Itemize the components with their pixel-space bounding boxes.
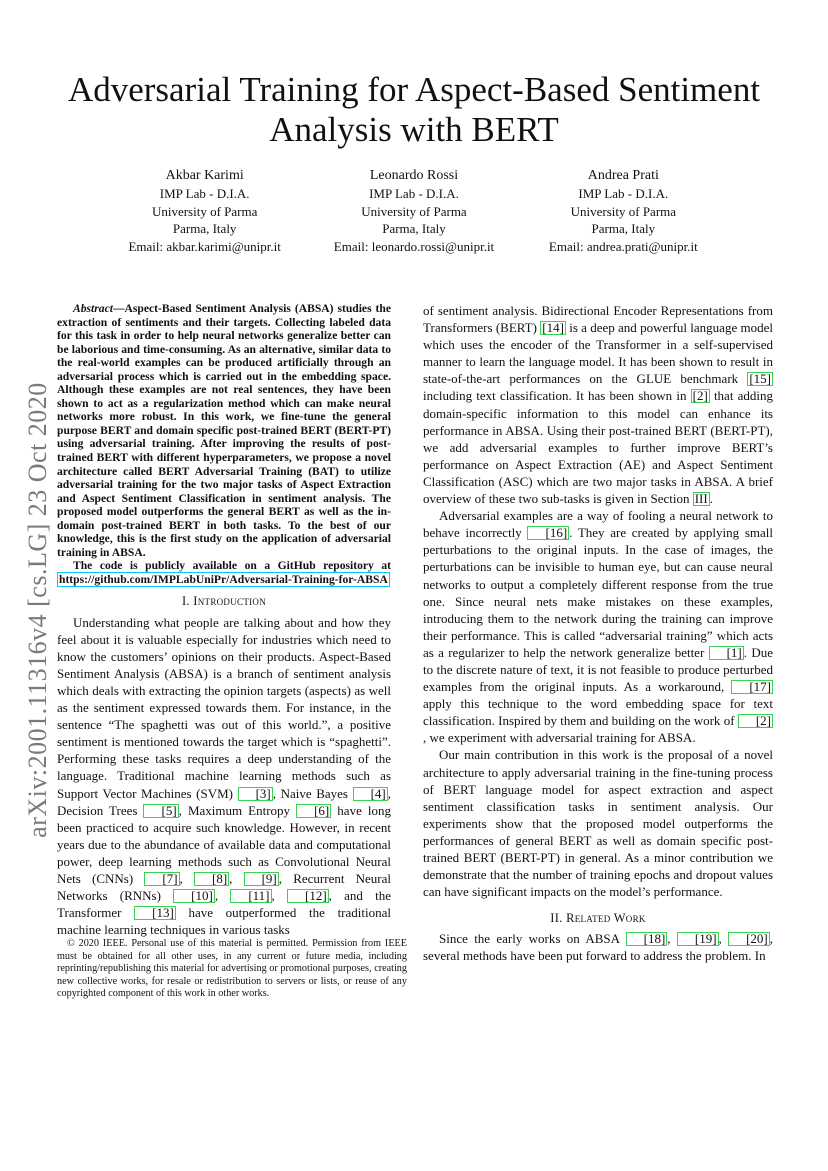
text-run: , Decision Trees bbox=[57, 785, 392, 818]
citation-link[interactable]: [7] bbox=[144, 872, 179, 886]
body-paragraph: Our main contribution in this work is the proposal of a novel architecture to apply adversarial training in the fine-tuning process of BERT language model for aspect extraction and aspect sentiment classification tasks in sentiment analysis. Our experiments show that the proposed model outperforms the performances of general BERT as well as domain specific post-trained BERT (BERT-PT) in general. As a minor contribution we demonstrate that the number of training epochs and dropout values can have significant impacts on the model’s performance. bbox=[423, 747, 773, 900]
author-1 bbox=[100, 167, 309, 255]
author-university: University of Parma bbox=[361, 203, 467, 219]
text-run: , bbox=[214, 888, 231, 904]
author-location: Parma, Italy bbox=[591, 221, 656, 237]
author-email: Email: andrea.prati@unipr.it bbox=[548, 238, 698, 254]
citation-link[interactable]: [14] bbox=[542, 320, 564, 336]
arxiv-identifier-stamp bbox=[22, 360, 54, 860]
text-run: , bbox=[667, 931, 677, 947]
text-run: is a deep and powerful language model which uses the encoder of the Transformer in a self-supervised manner to learn the language model. It has been shown to result in state-of-the-art performances on the GLUE benchmark bbox=[423, 320, 773, 387]
author-university: University of Parma bbox=[570, 203, 677, 219]
text-run: . They are created by applying small perturbations to the original inputs. In the case of images, the perturbations can be invisible to human eye, but can cause neural networks to output a completely different response from the true one. Since neural nets make mistakes on these examples, introducing them to the network during the training can improve their performance. This is called “adversarial training” which acts as a regularizer to help the network generalize better bbox=[423, 525, 773, 660]
right-column bbox=[423, 302, 773, 965]
text-run: , Naive Bayes bbox=[272, 785, 353, 801]
section-heading-introduction: I. Introduction bbox=[181, 594, 267, 609]
section-link[interactable]: III bbox=[694, 491, 708, 507]
arxiv-stamp-text: arXiv:2001.11316v4 [cs.LG] 23 Oct 2020 bbox=[23, 382, 53, 838]
author-location: Parma, Italy bbox=[382, 221, 446, 237]
author-lab: IMP Lab - D.I.A. bbox=[369, 186, 459, 202]
text-run: Understanding what people are talking about and how they feel about it is valuable especially for industries which need to know the customers’ opinions on their products. Aspect-Based Sentiment Analysis (ABSA) is a branch of sentiment analysis which deals with extracting the opinion targets (aspects) as well as the sentiment expressed towards them. For instance, in the sentence “The spaghetti was out of this world.”, a positive sentiment is mentioned towards the target which is “spaghetti”. Performing these tasks requires a deep understanding of the language. Traditional machine learning methods such as Support Vector Machines (SVM) bbox=[57, 614, 391, 801]
code-note-text: The code is publicly available on a GitHub repository at bbox=[73, 559, 391, 573]
text-run: have outperformed the traditional machine learning techniques in various tasks bbox=[57, 905, 391, 938]
text-run: have long been practiced to acquire such knowledge. However, in recent years due to the abundance of available data and computational power, deep learning methods such as Convolutional Neural Nets (CNNs) bbox=[57, 802, 392, 886]
author-email: Email: akbar.karimi@unipr.it bbox=[128, 238, 281, 254]
body-paragraph bbox=[423, 507, 773, 746]
text-run: , bbox=[229, 870, 244, 886]
text-run: , Recurrent Neural Networks (RNNs) bbox=[57, 870, 392, 904]
citation-link[interactable]: [8] bbox=[194, 872, 229, 886]
text-run: apply this technique to the word embedding space for text classification. Inspired by them and building on the work of bbox=[423, 696, 773, 729]
section-heading-related-work: II. Related Work bbox=[550, 911, 646, 926]
text-run: . Due to the discrete nature of text, it is not feasible to produce perturbed examples from the original inputs. As a workaround, bbox=[423, 644, 773, 695]
author-email: Email: leonardo.rossi@unipr.it bbox=[333, 238, 495, 254]
abstract-text: —Aspect-Based Sentiment Analysis (ABSA) studies the extraction of sentiments and their targets. Collecting labeled data for this task in order to help neural networks generalize better can be laborious and time-consuming. As an alternative, similar data to the real-world examples can be produced artificially through an adversarial process which is carried out in the embedding space. Although these examples are not real sentences, they have been shown to act as a regularization method which can make neural networks more robust. In this work, we fine-tune the general purpose BERT and domain specific post-trained BERT (BERT-PT) using adversarial training. After improving the results of post-trained BERT with different hyperparameters, we propose a novel architecture called BERT Adversarial Training (BAT) to utilize adversarial training for the two major tasks of Aspect Extraction and Aspect Sentiment Classification in sentiment analysis. The proposed model outperforms the general BERT as well as the in-domain post-trained BERT in both tasks. To the best of our knowledge, this is the first study on the application of adversarial training in ABSA. bbox=[57, 302, 391, 559]
text-run: . bbox=[709, 491, 713, 507]
paper-title: Adversarial Training for Aspect-Based Sentiment Analysis with BERT bbox=[67, 70, 761, 149]
abstract-label: Abstract bbox=[73, 302, 113, 315]
citation-link[interactable]: [12] bbox=[287, 889, 329, 903]
citation-link[interactable]: [15] bbox=[749, 371, 771, 387]
citation-link[interactable]: [4] bbox=[353, 787, 388, 801]
citation-link[interactable]: [20] bbox=[728, 932, 770, 946]
author-3 bbox=[519, 167, 728, 255]
citation-link[interactable]: [5] bbox=[143, 804, 178, 818]
author-block bbox=[100, 167, 728, 255]
citation-link[interactable]: [3] bbox=[238, 787, 273, 801]
abstract bbox=[57, 302, 391, 559]
citation-link[interactable]: [11] bbox=[230, 889, 271, 903]
text-run: , several methods have been put forward to address the problem. In bbox=[423, 931, 774, 964]
text-run: , bbox=[718, 931, 729, 947]
citation-link[interactable]: [2] bbox=[738, 714, 773, 728]
citation-link[interactable]: [9] bbox=[244, 872, 279, 886]
author-lab: IMP Lab - D.I.A. bbox=[159, 186, 250, 202]
left-column bbox=[57, 302, 391, 938]
text-run: , we experiment with adversarial training for ABSA. bbox=[423, 730, 696, 746]
text-run: that adding domain-specific information to this model can enhance its performance in ABSA. Using their post-trained BERT (BERT-PT), we add adversarial examples to further improve BERT’s performance on Aspect Extraction (AE) and Aspect Sentiment Classification (ASC) which are two major tasks in ABSA. A brief overview of these two sub-tasks is given in Section bbox=[423, 388, 773, 507]
text-run: , bbox=[179, 870, 194, 886]
body-paragraph bbox=[423, 302, 773, 507]
author-name: Andrea Prati bbox=[587, 168, 659, 183]
author-university: University of Parma bbox=[151, 203, 258, 219]
author-name: Leonardo Rossi bbox=[369, 168, 459, 183]
body-paragraph bbox=[423, 930, 773, 964]
citation-link[interactable]: [2] bbox=[692, 388, 708, 404]
author-name: Akbar Karimi bbox=[165, 168, 244, 183]
text-run: , and the Transformer bbox=[57, 888, 392, 921]
citation-link[interactable]: [6] bbox=[296, 804, 331, 818]
text-run: , bbox=[271, 888, 287, 904]
code-availability-note bbox=[57, 559, 391, 586]
copyright-footnote: © 2020 IEEE. Personal use of this material is permitted. Permission from IEEE must be obtained for all other uses, in any current or future media, including reprinting/republishing this material for advertising or promotional purposes, creating new collective works, for resale or redistribution to servers or lists, or reuse of any copyrighted component of this work in other works. bbox=[57, 938, 407, 1000]
author-2 bbox=[309, 167, 518, 255]
author-location: Parma, Italy bbox=[172, 221, 237, 237]
citation-link[interactable]: [16] bbox=[527, 526, 569, 540]
text-run: , Maximum Entropy bbox=[178, 802, 297, 818]
text-run: Adversarial examples are a way of fooling a neural network to behave incorrectly bbox=[423, 508, 773, 541]
intro-paragraph bbox=[57, 614, 391, 939]
author-lab: IMP Lab - D.I.A. bbox=[578, 186, 669, 202]
github-link[interactable]: https://github.com/IMPLabUniPr/Adversarial-Training-for-ABSA bbox=[59, 572, 388, 586]
citation-link[interactable]: [13] bbox=[134, 906, 176, 920]
text-run: including text classification. It has been shown in bbox=[423, 388, 691, 404]
text-run: Since the early works on ABSA bbox=[439, 931, 626, 947]
text-run: of sentiment analysis. Bidirectional Encoder Representations from Transformers (BERT) bbox=[423, 303, 773, 336]
citation-link[interactable]: [17] bbox=[731, 680, 773, 694]
citation-link[interactable]: [18] bbox=[626, 932, 668, 946]
citation-link[interactable]: [1] bbox=[709, 646, 744, 660]
citation-link[interactable]: [10] bbox=[173, 889, 215, 903]
citation-link[interactable]: [19] bbox=[677, 932, 719, 946]
